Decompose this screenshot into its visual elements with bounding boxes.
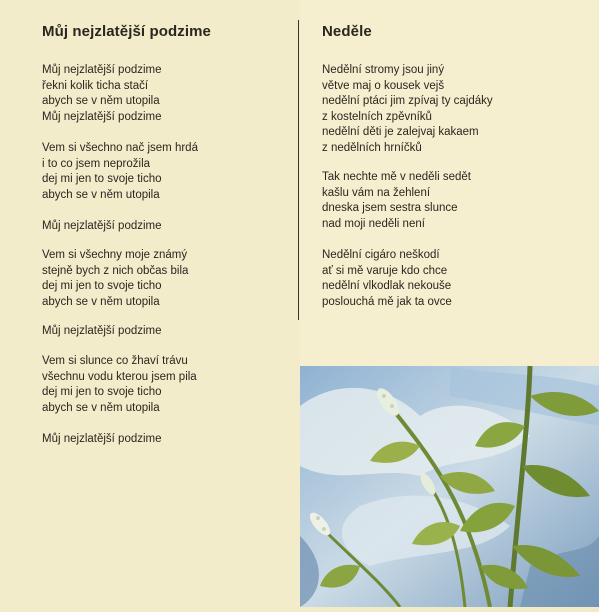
verse-line: ať si mě varuje kdo chce	[322, 264, 448, 277]
verse-line: z nedělních hrníčků	[322, 141, 422, 154]
right-page	[300, 0, 599, 607]
stanza	[42, 248, 188, 310]
verse-line: větve maj o kousek vejš	[322, 79, 445, 92]
verse-line: Můj nejzlatější podzime	[42, 110, 162, 123]
verse-line: stejně bych z nich občas bila	[42, 264, 189, 277]
verse-line: Vem si slunce co žhaví trávu	[42, 355, 188, 367]
verse-line: abych se v něm utopila	[42, 188, 160, 201]
stanza	[322, 63, 493, 156]
page-divider	[298, 20, 299, 320]
verse-line: abych se v něm utopila	[42, 295, 160, 308]
verse-line: dej mi jen to svoje ticho	[42, 280, 162, 292]
verse-line: dej mi jen to svoje ticho	[42, 173, 162, 185]
verse-line: nedělní děti je zalejvaj kakaem	[322, 126, 479, 138]
verse-line: abych se v něm utopila	[42, 401, 160, 414]
verse-line: řekni kolik ticha stačí	[42, 79, 149, 92]
verse-line: Můj nejzlatější podzime	[42, 220, 162, 232]
stanza	[322, 248, 452, 310]
verse-line: kašlu vám na žehlení	[322, 186, 431, 199]
verse-line: Nedělní cigáro neškodí	[322, 249, 440, 261]
verse-line: nad moji neděli není	[322, 217, 425, 230]
verse-line: Můj nejzlatější podzime	[42, 433, 162, 445]
left-page	[0, 0, 300, 607]
verse-line: dej mi jen to svoje ticho	[42, 386, 162, 398]
stanza	[42, 324, 162, 340]
verse-line: Vem si všechno nač jsem hrdá	[42, 142, 198, 154]
verse-line: dneska jsem sestra slunce	[322, 202, 458, 214]
stanza	[42, 219, 162, 235]
verse-line: všechnu vodu kterou jsem pila	[42, 370, 197, 383]
poem-title: Neděle	[322, 23, 372, 40]
verse-line: nedělní ptáci jim zpívaj ty cajdáky	[322, 95, 493, 107]
stanza	[42, 63, 162, 125]
verse-line: nedělní vlkodlak nekouše	[322, 280, 452, 292]
stanza	[42, 432, 162, 448]
plant-painting-icon	[300, 366, 599, 607]
verse-line: poslouchá mě jak ta ovce	[322, 295, 452, 308]
stanza	[42, 354, 197, 416]
poem-title: Můj nejzlatější podzime	[42, 23, 211, 40]
verse-line: Tak nechte mě v neděli sedět	[322, 171, 471, 183]
verse-line: Vem si všechny moje známý	[42, 249, 188, 261]
verse-line: Můj nejzlatější podzime	[42, 64, 162, 76]
stanza	[322, 170, 471, 232]
verse-line: abych se v něm utopila	[42, 95, 160, 107]
verse-line: Nedělní stromy jsou jiný	[322, 64, 445, 76]
verse-line: z kostelních zpěvníků	[322, 110, 432, 123]
verse-line: i to co jsem neprožila	[42, 157, 151, 170]
verse-line: Můj nejzlatější podzime	[42, 325, 162, 337]
stanza	[42, 141, 198, 203]
